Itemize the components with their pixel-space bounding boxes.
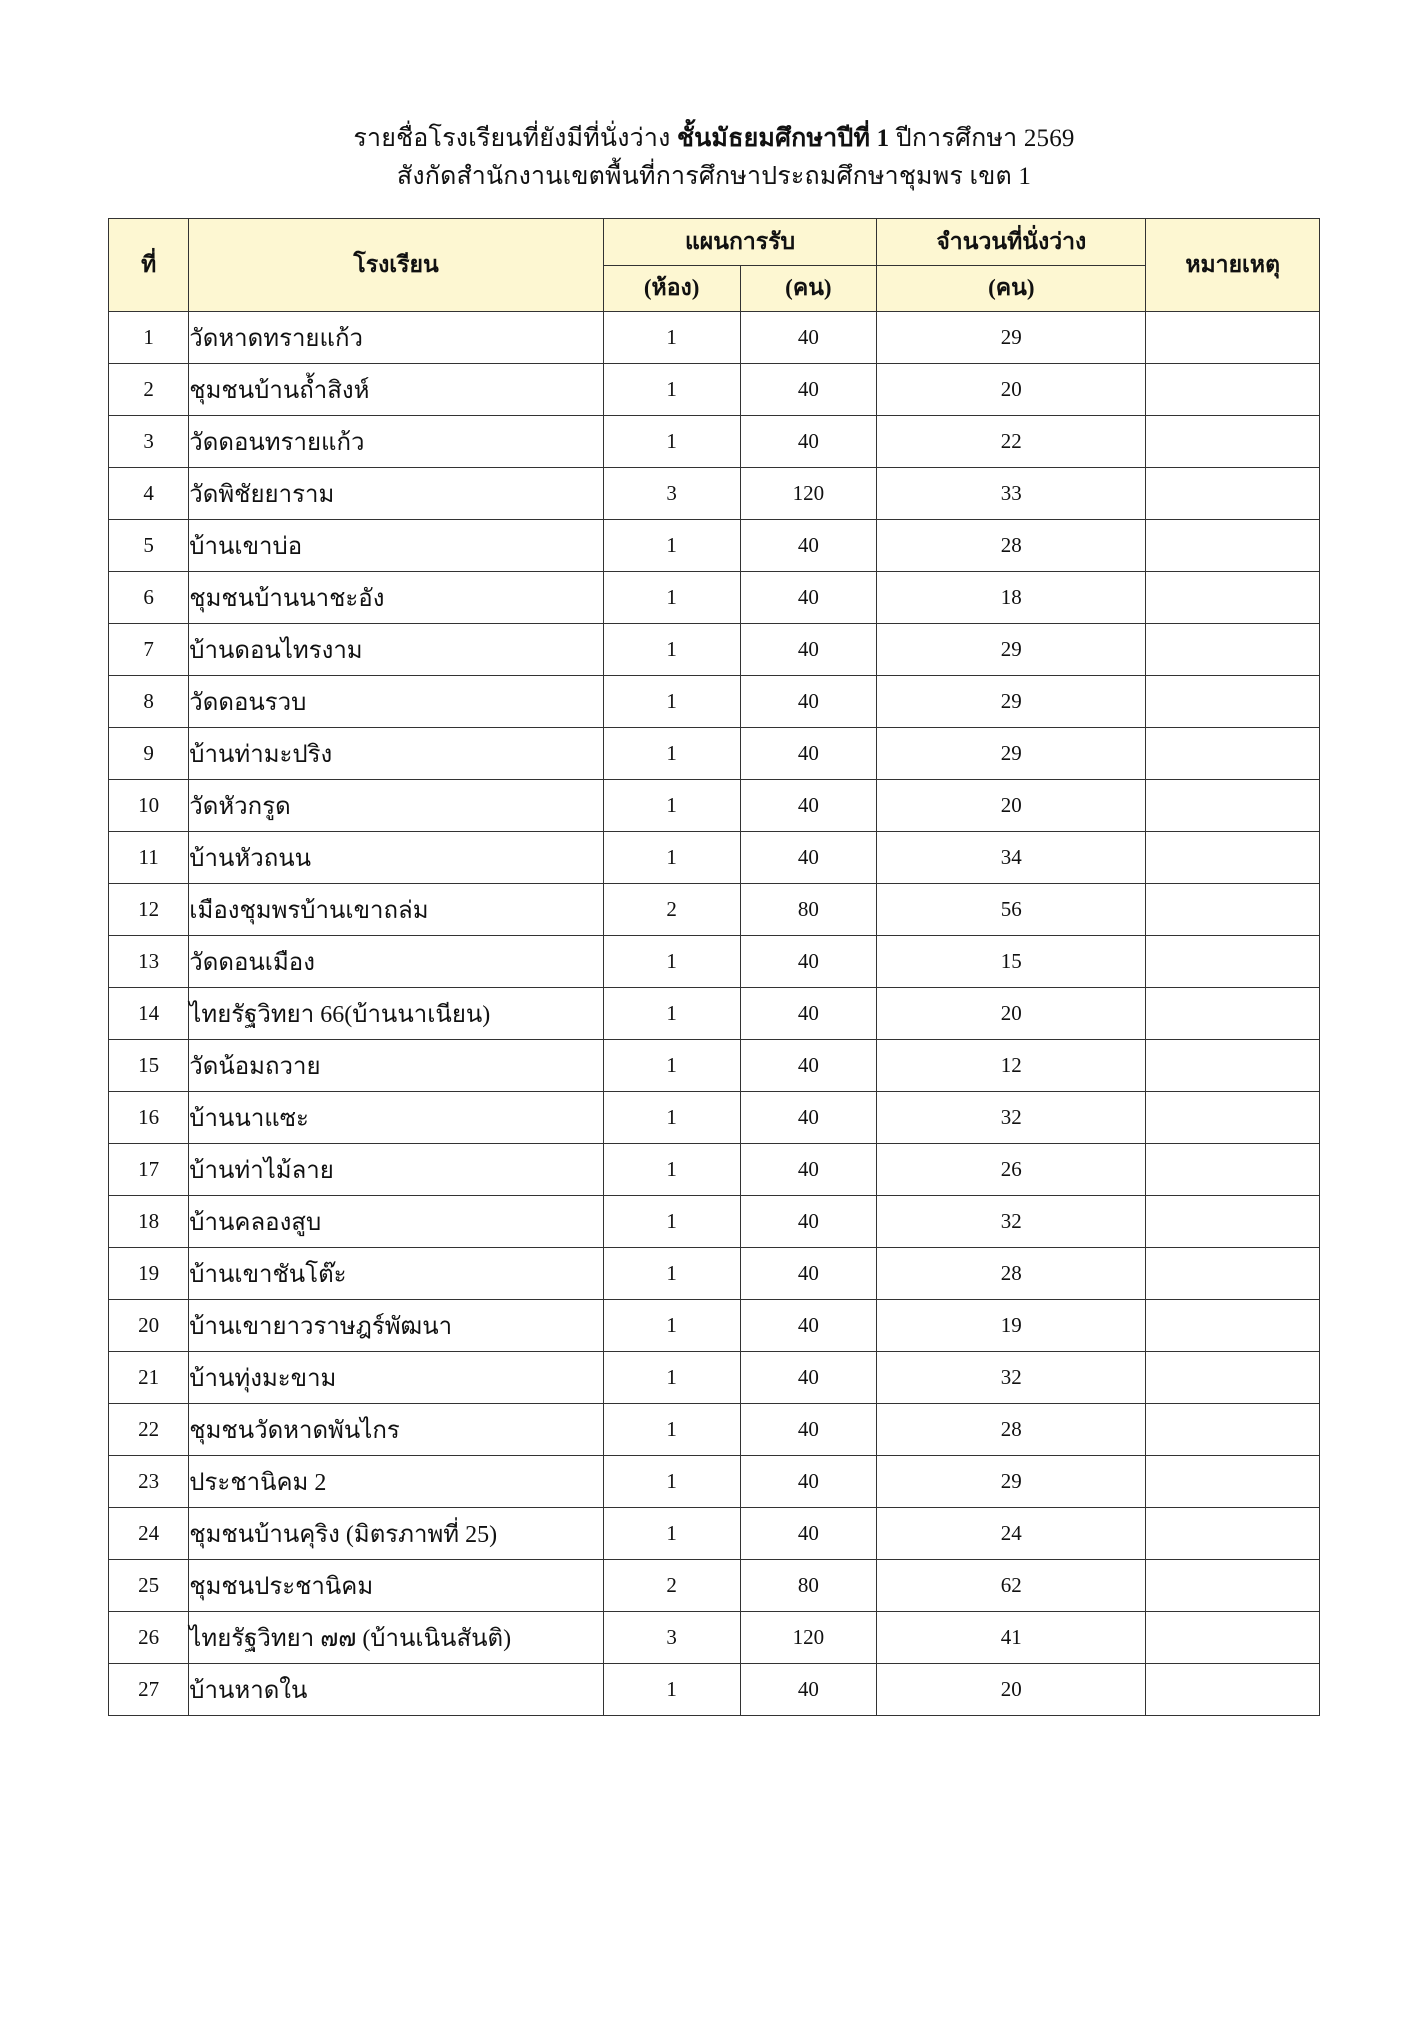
row-index: 10 <box>109 780 189 832</box>
row-index: 15 <box>109 1040 189 1092</box>
plan-rooms: 1 <box>603 1300 740 1352</box>
table-row <box>109 416 1320 468</box>
remark <box>1146 676 1320 728</box>
table-row <box>109 520 1320 572</box>
row-index: 19 <box>109 1248 189 1300</box>
plan-rooms: 1 <box>603 780 740 832</box>
vacant-seats: 29 <box>877 1456 1146 1508</box>
school-name: บ้านเขาบ่อ <box>189 520 604 572</box>
vacant-seats: 56 <box>877 884 1146 936</box>
school-vacancy-table <box>108 218 1320 1716</box>
table-row <box>109 728 1320 780</box>
vacant-seats: 28 <box>877 1248 1146 1300</box>
row-index: 3 <box>109 416 189 468</box>
vacant-seats: 32 <box>877 1352 1146 1404</box>
plan-people: 40 <box>740 1404 877 1456</box>
vacant-seats: 18 <box>877 572 1146 624</box>
school-name: วัดดอนทรายแก้ว <box>189 416 604 468</box>
table-row <box>109 364 1320 416</box>
school-name: ชุมชนประชานิคม <box>189 1560 604 1612</box>
row-index: 24 <box>109 1508 189 1560</box>
header-vacant-group: จำนวนที่นั่งว่าง <box>877 219 1146 266</box>
vacant-seats: 20 <box>877 988 1146 1040</box>
table-row <box>109 1300 1320 1352</box>
header-plan-group: แผนการรับ <box>603 219 876 266</box>
row-index: 25 <box>109 1560 189 1612</box>
table-row <box>109 832 1320 884</box>
school-name: บ้านนาแซะ <box>189 1092 604 1144</box>
table-row <box>109 884 1320 936</box>
school-name: บ้านท่าไม้ลาย <box>189 1144 604 1196</box>
school-name: บ้านท่ามะปริง <box>189 728 604 780</box>
page-subtitle: สังกัดสำนักงานเขตพื้นที่การศึกษาประถมศึกษาชุมพร เขต 1 <box>396 163 1032 190</box>
plan-rooms: 1 <box>603 1144 740 1196</box>
row-index: 17 <box>109 1144 189 1196</box>
school-name: บ้านเขายาวราษฎร์พัฒนา <box>189 1300 604 1352</box>
plan-people: 40 <box>740 1508 877 1560</box>
plan-rooms: 1 <box>603 1456 740 1508</box>
table-row <box>109 1612 1320 1664</box>
vacant-seats: 29 <box>877 312 1146 364</box>
plan-rooms: 1 <box>603 1508 740 1560</box>
row-index: 7 <box>109 624 189 676</box>
remark <box>1146 1092 1320 1144</box>
table-row <box>109 1352 1320 1404</box>
vacant-seats: 19 <box>877 1300 1146 1352</box>
plan-rooms: 1 <box>603 1092 740 1144</box>
plan-rooms: 2 <box>603 884 740 936</box>
header-vacant-unit: (คน) <box>877 265 1146 312</box>
remark <box>1146 364 1320 416</box>
school-name: วัดพิชัยยาราม <box>189 468 604 520</box>
vacant-seats: 28 <box>877 520 1146 572</box>
remark <box>1146 1560 1320 1612</box>
vacant-seats: 62 <box>877 1560 1146 1612</box>
vacant-seats: 41 <box>877 1612 1146 1664</box>
plan-people: 40 <box>740 1092 877 1144</box>
row-index: 26 <box>109 1612 189 1664</box>
school-name: ชุมชนบ้านคุริง (มิตรภาพที่ 25) <box>189 1508 604 1560</box>
remark <box>1146 1300 1320 1352</box>
plan-rooms: 1 <box>603 1248 740 1300</box>
table-row <box>109 780 1320 832</box>
row-index: 13 <box>109 936 189 988</box>
vacant-seats: 24 <box>877 1508 1146 1560</box>
plan-rooms: 1 <box>603 364 740 416</box>
row-index: 2 <box>109 364 189 416</box>
school-name: เมืองชุมพรบ้านเขาถล่ม <box>189 884 604 936</box>
row-index: 1 <box>109 312 189 364</box>
school-name: วัดน้อมถวาย <box>189 1040 604 1092</box>
table-row <box>109 1456 1320 1508</box>
header-school: โรงเรียน <box>189 219 604 312</box>
row-index: 23 <box>109 1456 189 1508</box>
remark <box>1146 416 1320 468</box>
remark <box>1146 1352 1320 1404</box>
title-year: ปีการศึกษา 2569 <box>889 125 1075 152</box>
row-index: 21 <box>109 1352 189 1404</box>
vacant-seats: 20 <box>877 780 1146 832</box>
plan-people: 40 <box>740 1248 877 1300</box>
plan-rooms: 2 <box>603 1560 740 1612</box>
plan-rooms: 3 <box>603 1612 740 1664</box>
table-row <box>109 676 1320 728</box>
row-index: 22 <box>109 1404 189 1456</box>
plan-people: 40 <box>740 1352 877 1404</box>
header-no: ที่ <box>109 219 189 312</box>
plan-rooms: 1 <box>603 416 740 468</box>
remark <box>1146 728 1320 780</box>
table-row <box>109 468 1320 520</box>
table-row <box>109 1404 1320 1456</box>
school-name: วัดหาดทรายแก้ว <box>189 312 604 364</box>
school-name: บ้านเขาชันโต๊ะ <box>189 1248 604 1300</box>
school-name: ชุมชนบ้านถ้ำสิงห์ <box>189 364 604 416</box>
school-name: บ้านหาดใน <box>189 1664 604 1716</box>
plan-rooms: 1 <box>603 832 740 884</box>
plan-people: 40 <box>740 988 877 1040</box>
row-index: 9 <box>109 728 189 780</box>
plan-rooms: 1 <box>603 572 740 624</box>
remark <box>1146 780 1320 832</box>
plan-people: 80 <box>740 884 877 936</box>
row-index: 11 <box>109 832 189 884</box>
remark <box>1146 884 1320 936</box>
plan-people: 40 <box>740 364 877 416</box>
remark <box>1146 520 1320 572</box>
table-body <box>109 312 1320 1716</box>
school-name: ชุมชนวัดหาดพันไกร <box>189 1404 604 1456</box>
vacant-seats: 28 <box>877 1404 1146 1456</box>
plan-people: 40 <box>740 936 877 988</box>
school-name: บ้านคลองสูบ <box>189 1196 604 1248</box>
table-row <box>109 1196 1320 1248</box>
remark <box>1146 936 1320 988</box>
remark <box>1146 572 1320 624</box>
vacant-seats: 34 <box>877 832 1146 884</box>
plan-people: 80 <box>740 1560 877 1612</box>
vacant-seats: 20 <box>877 1664 1146 1716</box>
row-index: 6 <box>109 572 189 624</box>
remark <box>1146 1456 1320 1508</box>
remark <box>1146 312 1320 364</box>
vacant-seats: 29 <box>877 728 1146 780</box>
table-row <box>109 936 1320 988</box>
table-row <box>109 988 1320 1040</box>
plan-rooms: 1 <box>603 1404 740 1456</box>
remark <box>1146 1248 1320 1300</box>
plan-people: 40 <box>740 1456 877 1508</box>
remark <box>1146 1664 1320 1716</box>
school-name: ไทยรัฐวิทยา 66(บ้านนาเนียน) <box>189 988 604 1040</box>
header-people-unit: (คน) <box>740 265 877 312</box>
remark <box>1146 1508 1320 1560</box>
table-row <box>109 1092 1320 1144</box>
plan-people: 40 <box>740 676 877 728</box>
plan-people: 40 <box>740 1300 877 1352</box>
plan-people: 40 <box>740 832 877 884</box>
plan-people: 40 <box>740 1144 877 1196</box>
plan-rooms: 1 <box>603 624 740 676</box>
school-name: บ้านหัวถนน <box>189 832 604 884</box>
row-index: 18 <box>109 1196 189 1248</box>
title-grade: ชั้นมัธยมศึกษาปีที่ 1 <box>676 125 890 152</box>
plan-people: 40 <box>740 780 877 832</box>
remark <box>1146 468 1320 520</box>
vacant-seats: 32 <box>877 1196 1146 1248</box>
plan-rooms: 1 <box>603 1196 740 1248</box>
remark <box>1146 1404 1320 1456</box>
school-name: ประชานิคม 2 <box>189 1456 604 1508</box>
plan-people: 40 <box>740 572 877 624</box>
plan-rooms: 1 <box>603 988 740 1040</box>
plan-rooms: 1 <box>603 676 740 728</box>
title-prefix: รายชื่อโรงเรียนที่ยังมีที่นั่งว่าง <box>353 125 677 152</box>
row-index: 16 <box>109 1092 189 1144</box>
row-index: 5 <box>109 520 189 572</box>
plan-people: 40 <box>740 1664 877 1716</box>
table-row <box>109 1144 1320 1196</box>
table-row <box>109 572 1320 624</box>
table-row <box>109 312 1320 364</box>
remark <box>1146 988 1320 1040</box>
table-row <box>109 1508 1320 1560</box>
plan-rooms: 1 <box>603 1040 740 1092</box>
plan-people: 40 <box>740 416 877 468</box>
remark <box>1146 624 1320 676</box>
plan-rooms: 1 <box>603 936 740 988</box>
plan-people: 120 <box>740 1612 877 1664</box>
plan-people: 40 <box>740 312 877 364</box>
plan-people: 40 <box>740 1040 877 1092</box>
vacant-seats: 15 <box>877 936 1146 988</box>
remark <box>1146 1196 1320 1248</box>
plan-rooms: 1 <box>603 520 740 572</box>
table-row <box>109 1040 1320 1092</box>
plan-rooms: 1 <box>603 1664 740 1716</box>
school-name: ชุมชนบ้านนาชะอัง <box>189 572 604 624</box>
row-index: 12 <box>109 884 189 936</box>
school-name: วัดดอนรวบ <box>189 676 604 728</box>
school-name: วัดดอนเมือง <box>189 936 604 988</box>
remark <box>1146 832 1320 884</box>
row-index: 8 <box>109 676 189 728</box>
plan-people: 120 <box>740 468 877 520</box>
remark <box>1146 1040 1320 1092</box>
vacant-seats: 33 <box>877 468 1146 520</box>
vacant-seats: 20 <box>877 364 1146 416</box>
school-name: บ้านทุ่งมะขาม <box>189 1352 604 1404</box>
vacant-seats: 29 <box>877 676 1146 728</box>
table-row <box>109 1248 1320 1300</box>
plan-people: 40 <box>740 520 877 572</box>
page-title <box>105 120 1323 158</box>
table-row <box>109 1560 1320 1612</box>
plan-rooms: 3 <box>603 468 740 520</box>
plan-rooms: 1 <box>603 728 740 780</box>
school-name: ไทยรัฐวิทยา ๗๗ (บ้านเนินสันติ) <box>189 1612 604 1664</box>
school-name: บ้านดอนไทรงาม <box>189 624 604 676</box>
plan-people: 40 <box>740 728 877 780</box>
remark <box>1146 1144 1320 1196</box>
plan-rooms: 1 <box>603 1352 740 1404</box>
vacant-seats: 32 <box>877 1092 1146 1144</box>
plan-people: 40 <box>740 1196 877 1248</box>
row-index: 27 <box>109 1664 189 1716</box>
document-title-block <box>105 120 1323 196</box>
table-row <box>109 1664 1320 1716</box>
header-note: หมายเหตุ <box>1146 219 1320 312</box>
row-index: 20 <box>109 1300 189 1352</box>
table-row <box>109 624 1320 676</box>
vacant-seats: 26 <box>877 1144 1146 1196</box>
header-rooms-unit: (ห้อง) <box>603 265 740 312</box>
plan-rooms: 1 <box>603 312 740 364</box>
vacant-seats: 29 <box>877 624 1146 676</box>
vacant-seats: 12 <box>877 1040 1146 1092</box>
vacant-seats: 22 <box>877 416 1146 468</box>
row-index: 4 <box>109 468 189 520</box>
row-index: 14 <box>109 988 189 1040</box>
plan-people: 40 <box>740 624 877 676</box>
remark <box>1146 1612 1320 1664</box>
table-header <box>109 219 1320 312</box>
school-name: วัดหัวกรูด <box>189 780 604 832</box>
